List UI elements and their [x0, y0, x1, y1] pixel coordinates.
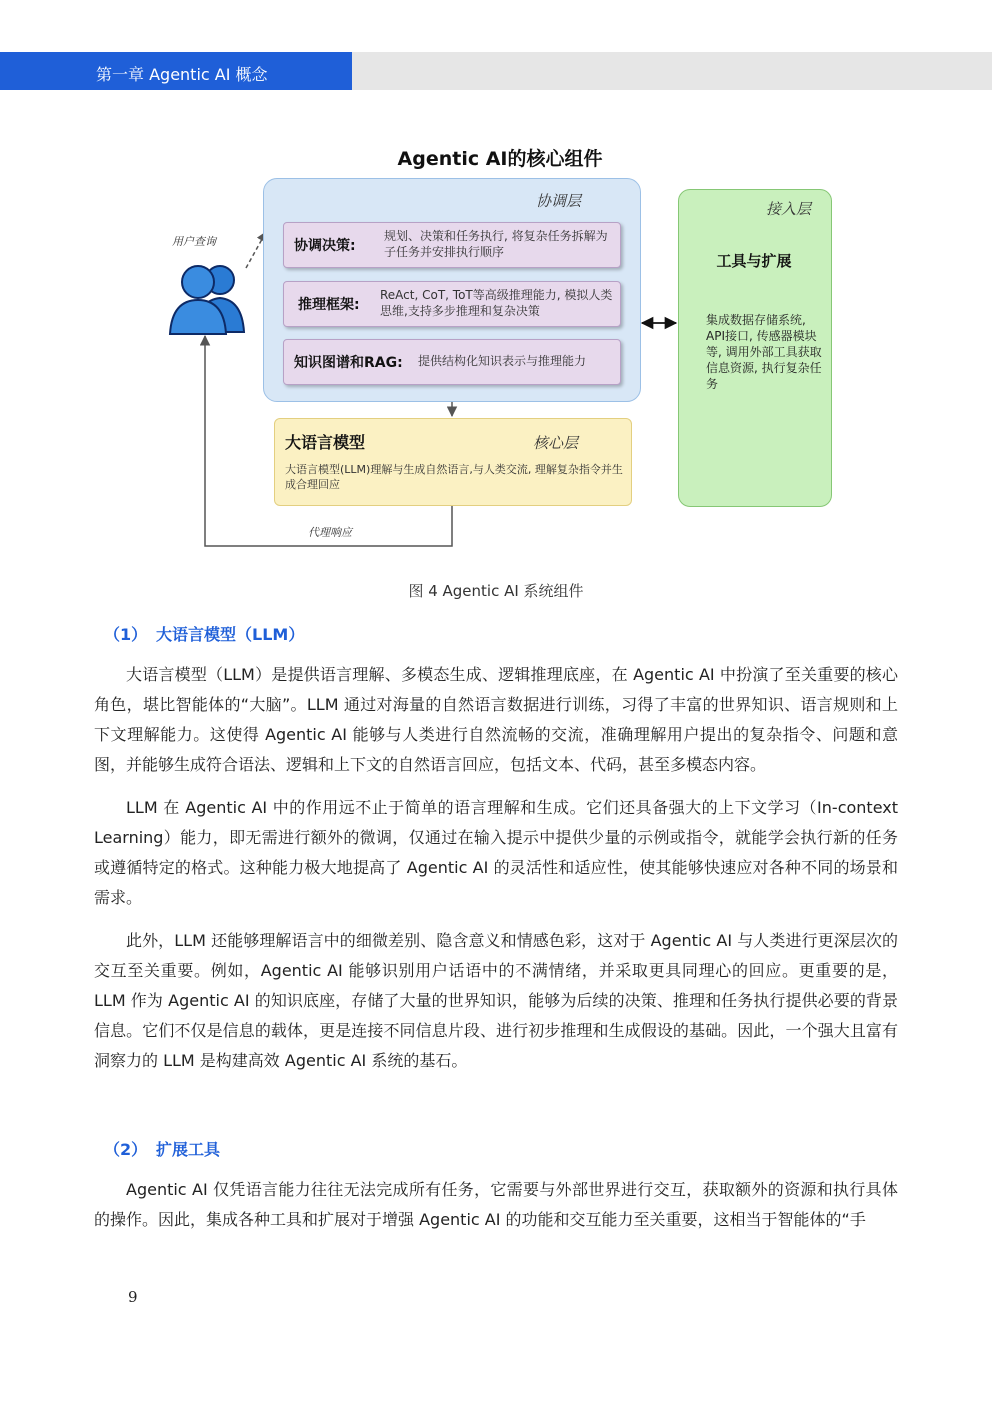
- llm-desc: 大语言模型(LLM)理解与生成自然语言,与人类交流, 理解复杂指令并生成合理回应: [285, 463, 623, 491]
- llm-title: 大语言模型: [285, 433, 366, 452]
- coordination-layer-label: 协调层: [536, 192, 582, 210]
- figure-caption: 图 4 Agentic AI 系统组件: [408, 582, 584, 600]
- knowledge-graph-rag-desc: 提供结构化知识表示与推理能力: [418, 354, 587, 368]
- coordination-decision-desc: 规划、决策和任务执行, 将复杂任务拆解为子任务并安排执行顺序: [384, 229, 608, 259]
- header-band-grey: [352, 52, 992, 90]
- knowledge-graph-rag-box: [283, 339, 621, 385]
- diagram-title: Agentic AI的核心组件: [397, 148, 603, 170]
- section-heading-2: [104, 1137, 220, 1160]
- section-number: （1）: [104, 625, 148, 644]
- chapter-title: 第一章 Agentic AI 概念: [96, 65, 268, 84]
- reasoning-framework-title: 推理框架:: [298, 297, 360, 313]
- user-query-label: 用户查询: [172, 235, 216, 248]
- tools-extensions-title: 工具与扩展: [716, 252, 792, 270]
- users-icon: [166, 258, 246, 340]
- tools-extensions-desc: 集成数据存储系统, API接口, 传感器模块等, 调用外部工具获取信息资源, 执行复杂任务: [706, 313, 822, 391]
- coordination-decision-box: [283, 222, 621, 268]
- agent-response-label: 代理响应: [308, 526, 352, 539]
- core-layer-label: 核心层: [533, 434, 579, 452]
- paragraph: 此外，LLM 还能够理解语言中的细微差别、隐含意义和情感色彩，这对于 Agentic AI 与人类进行更深层次的交互至关重要。例如，Agentic AI 能够识别用户话语中的不满情绪，并采取更具同理心的回应。更重要的是，LLM 作为 Agentic AI 的知识底座，存储了大量的世界知识，能够为后续的决策、推理和任务执行提供必要的背景信息。它们不仅是信息的载体，更是连接不同信息片段、进行初步推理和生成假设的基础。因此，一个强大且富有洞察力的 LLM 是构建高效 Agentic AI 系统的基石。: [94, 931, 898, 1070]
- paragraph: 大语言模型（LLM）是提供语言理解、多模态生成、逻辑推理底座，在 Agentic AI 中扮演了至关重要的核心角色，堪比智能体的“大脑”。LLM 通过对海量的自然语言数据进行训练，习得了丰富的世界知识、语言规则和上下文理解能力。这使得 Agentic AI 能够与人类进行自然流畅的交流，准确理解用户提出的复杂指令、问题和意图，并能够生成符合语法、逻辑和上下文的自然语言回应，包括文本、代码，甚至多模态内容。: [94, 665, 898, 774]
- paragraph: Agentic AI 仅凭语言能力往往无法完成所有任务，它需要与外部世界进行交互，获取额外的资源和执行具体的操作。因此，集成各种工具和扩展对于增强 Agentic AI 的功能和交互能力至关重要，这相当于智能体的“手: [94, 1180, 898, 1229]
- section-number: （2）: [104, 1140, 148, 1159]
- agentic-ai-diagram: [150, 140, 850, 560]
- knowledge-graph-rag-title: 知识图谱和RAG:: [294, 355, 403, 371]
- reasoning-framework-box: [283, 281, 621, 327]
- section-title: 扩展工具: [156, 1140, 221, 1159]
- section-heading-1: [104, 622, 304, 645]
- paragraph: LLM 在 Agentic AI 中的作用远不止于简单的语言理解和生成。它们还具备强大的上下文学习（In-context Learning）能力，即无需进行额外的微调，仅通过在输入提示中提供少量的示例或指令，就能学会执行新的任务或遵循特定的格式。这种能力极大地提高了 Agentic AI 的灵活性和适应性，使其能够快速应对各种不同的场景和需求。: [94, 798, 898, 907]
- page-number: 9: [128, 1288, 138, 1306]
- coordination-decision-title: 协调决策:: [294, 238, 356, 254]
- reasoning-framework-desc: ReAct, CoT, ToT等高级推理能力, 模拟人类思维,支持多步推理和复杂决策: [380, 288, 613, 318]
- section-title: 大语言模型（LLM）: [156, 625, 305, 644]
- access-layer-label: 接入层: [766, 200, 812, 218]
